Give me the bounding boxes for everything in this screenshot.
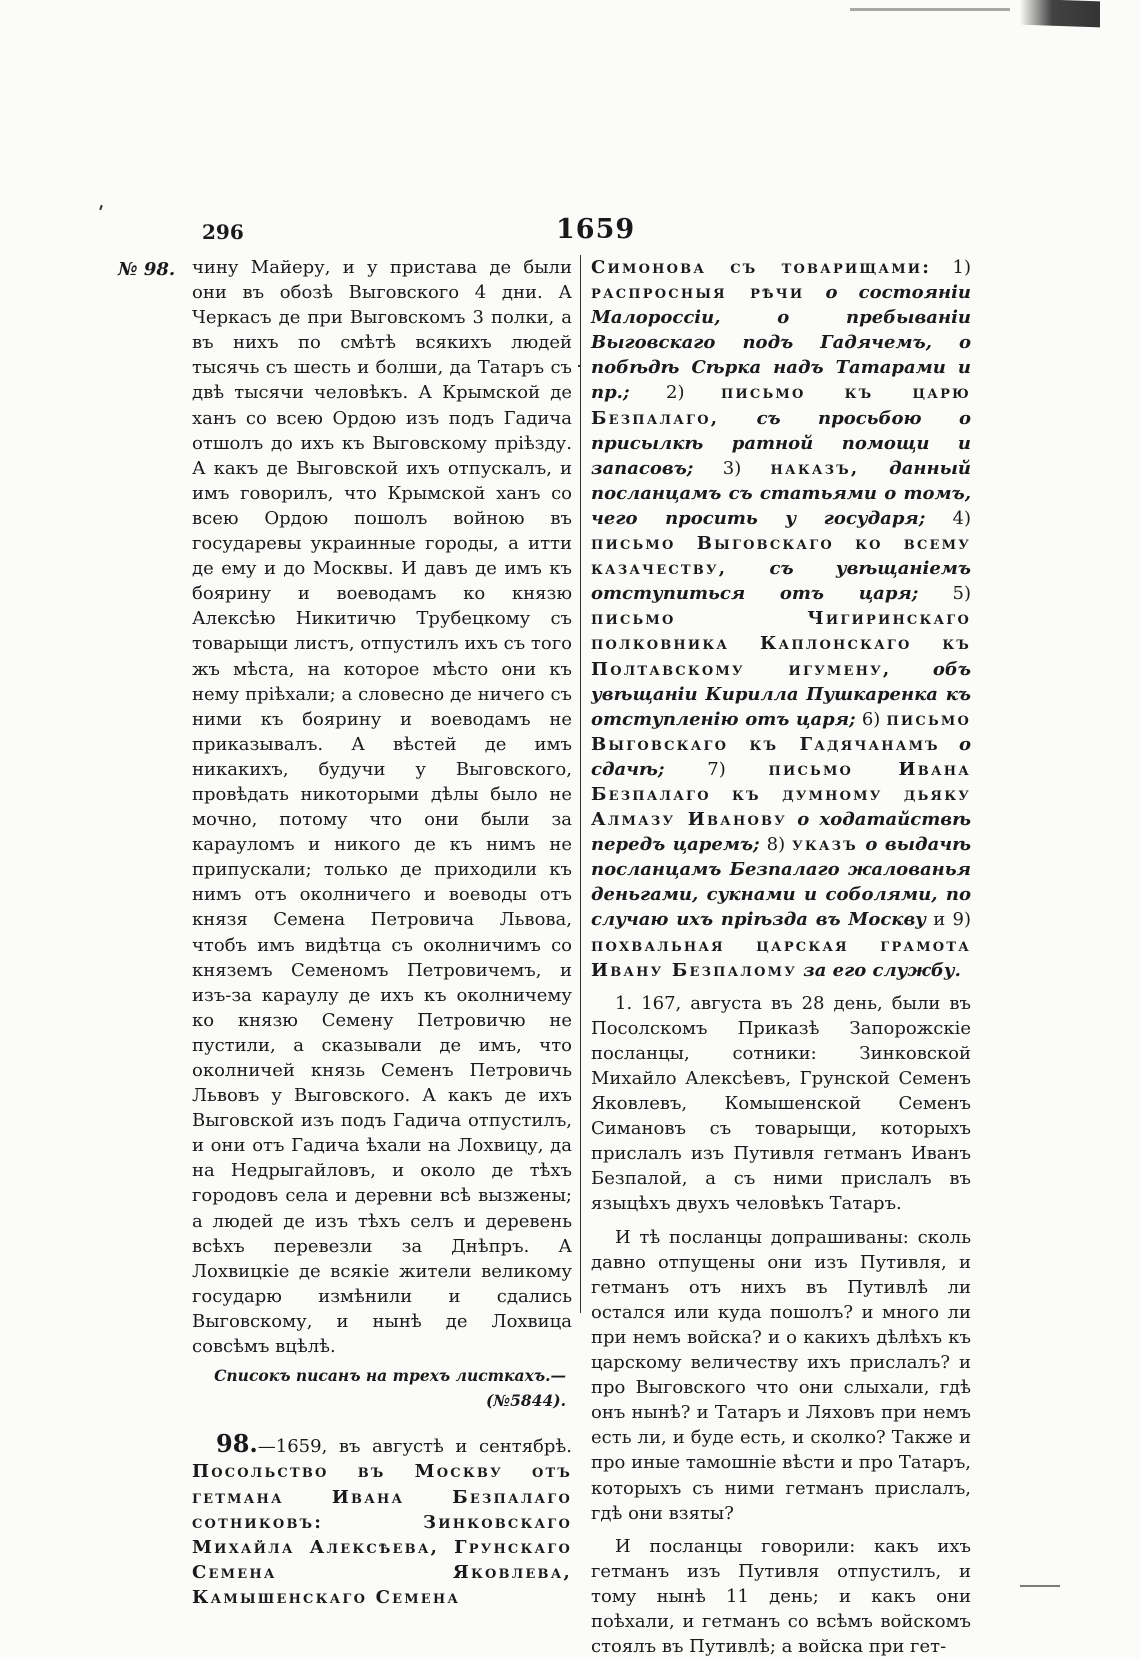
- year-heading: 1659: [556, 214, 636, 245]
- item-description: объ увѣщаніи Кирилла Пушкаренка къ отступленію отъ царя;: [591, 658, 971, 730]
- item-title: письмо Выговскаго къ Гадячанамъ: [591, 708, 972, 755]
- source-note: Списокъ писанъ на трехъ листкахъ.—(№5844).: [214, 1366, 566, 1411]
- left-body-text: чину Майеру, и у пристава де были они въ обозѣ Выговского 4 дни. А Черкасъ де при Выговскомъ 3 полки, а въ нихъ по смѣтѣ всякихъ людей тысячь съ шесть и болши, да Татаръ съ двѣ тысячи человѣкъ. А Крымской де ханъ со всею Ордою изъ подъ Гадича отшолъ до ихъ къ Выговскому пріѣзду. А какъ де Выговской ихъ отпускалъ, и имъ говорилъ, что Крымской ханъ со всею Ордою пошолъ войною въ государевы украинные городы, а итти де ему и до Москвы. И давъ де имъ къ боярину и воеводамъ ко князю Алексѣю Никитичю Трубецкому съ товарыщи листъ, отпустилъ ихъ съ того жъ мѣста, на которое мѣсто они къ нему пріѣхали; а словесно де ничего съ ними къ боярину и воеводамъ не приказывалъ. А вѣстей де имъ никакихъ, будучи у Выговского, провѣдать никоторыми дѣлы было не мочно, потому что они были за карауломъ и никого де къ нимъ не припускали; только де приходили къ нимъ отъ околничего и воеводы отъ князя Семена Петровича Львова, чтобъ имъ видѣтца съ околничимъ со княземъ Семеномъ Петровичемъ, и изъ-за караулу де ихъ къ околничему ко князю Семену Петровичю не пустили, а сказывали де имъ, что околничей князь Семенъ Петровичь Львовъ у Выговского. А какъ де ихъ Выговской изъ подъ Гадича отпустилъ, и они отъ Гадича ѣхали на Лохвицу, да на Недрыгайловъ, и около де тѣхъ городовъ села и деревни всѣ вызжены; а людей де изъ тѣхъ селъ и деревень всѣхъ перевезли за Днѣпръ. А Лохвицкіе де всякіе жители великому государю измѣнили и сдались Выговскому, и нынѣ де Лохвица совсѣмъ вцѣлѣ.: [192, 257, 572, 1358]
- item-number: 8): [759, 834, 793, 856]
- entry-title: Посольство въ Москву отъ гетмана Ивана Безпалаго сотниковъ: Зинковскаго Михайла Алексѣева, Грунскаго Семена Яковлева, Камышенскаго Семена: [192, 1461, 572, 1608]
- item-description: данный посланцамъ съ статьями о томъ, чего просить у государя;: [591, 457, 972, 529]
- entry-date: 1659, въ августѣ и сентябрѣ.: [275, 1436, 572, 1458]
- entry-title-cont: Симонова съ товарищами:: [591, 257, 932, 278]
- item-description: о ходатайствѣ передъ царемъ;: [591, 809, 971, 856]
- item-title: письмо къ царю Безпалаго,: [591, 382, 971, 429]
- item-description: съ просьбою о присылкѣ ратной помощи и запасовъ;: [591, 407, 971, 479]
- entry-heading: [192, 1431, 572, 1610]
- item-title: письмо Ивана Безпалаго къ думному дьяку Алмазу Иванову: [591, 758, 972, 831]
- page-number: 296: [202, 220, 244, 244]
- paragraph: 1. 167, августа въ 28 день, были въ Посолскомъ Приказѣ Запорожскіе посланцы, сотники: Зинковской Михайло Алексѣевъ, Грунской Семенъ Яковлевъ, Комышенской Семенъ Симановъ съ товарыщи, которыхъ прислалъ изъ Путивля гетманъ Иванъ Безпалой, а съ ними прислалъ въ языцѣхъ двухъ человѣкъ Татаръ.: [591, 992, 971, 1215]
- entry-dash: —: [257, 1436, 276, 1458]
- document-contents: [591, 255, 971, 983]
- item-number: 6): [855, 708, 887, 730]
- item-number: 2): [629, 382, 721, 404]
- entry-number: 98.: [216, 1429, 258, 1459]
- item-number: 7): [664, 758, 769, 780]
- item-description: о сдачѣ;: [591, 733, 971, 780]
- marginal-document-number: № 98.: [118, 259, 176, 280]
- item-number: 4): [925, 507, 971, 529]
- item-number: 1): [931, 257, 971, 278]
- item-description: о выдачѣ посланцамъ Безпалаго жалованья деньгами, сукнами и соболями, по случаю ихъ пріѣзда въ Москву: [591, 834, 971, 931]
- item-number: 3): [693, 457, 771, 479]
- item-number: 5): [918, 583, 971, 605]
- scan-artifact: [1020, 1585, 1060, 1587]
- scan-artifact: [1020, 0, 1100, 27]
- item-title: указъ: [792, 834, 858, 856]
- item-number: и 9): [926, 909, 971, 931]
- scan-artifact: [850, 8, 1010, 11]
- item-description: за его службу.: [796, 959, 961, 981]
- item-title: похвальная царская грамота Ивану Безпалому: [591, 934, 971, 981]
- left-column: [192, 255, 572, 1610]
- paragraph: И тѣ посланцы допрашиваны: сколь давно отпущены они изъ Путивля, и гетманъ отъ нихъ въ Путивлѣ ли остался или куда пошолъ? и много ли при немъ войска? и о какихъ дѣлѣхъ къ царскому величеству ихъ прислалъ? и про Выговского что они слыхали, гдѣ онъ нынѣ? и Татаръ и Ляховъ при немъ есть ли, и буде есть, и сколко? Также и про иные тамошніе вѣсти и про Татаръ, которыхъ съ ними гетманъ прислалъ, гдѣ они взяты?: [591, 1226, 971, 1524]
- paragraph: И посланцы говорили: какъ ихъ гетманъ изъ Путивля отпустилъ, и тому нынѣ 11 день; и какъ они поѣхали, и гетманъ со всѣмъ войскомъ стоялъ въ Путивлѣ; а войска при гет-: [591, 1535, 971, 1658]
- item-title: распросныя рѣчи: [591, 282, 805, 304]
- scan-speck: [99, 205, 103, 210]
- column-divider: [580, 255, 581, 1313]
- item-title: письмо Выговскаго ко всему казачеству,: [591, 533, 971, 580]
- item-title: письмо Чигиринскаго полковника Каплонскаго къ Полтавскому игумену,: [591, 608, 971, 680]
- item-title: наказъ,: [770, 457, 860, 479]
- item-description: о состояніи Малороссіи, о пребываніи Выговскаго подъ Гадячемъ, о побѣдѣ Сѣрка надъ Татарами и пр.;: [591, 282, 971, 404]
- item-description: съ увѣщаніемъ отступиться отъ царя;: [591, 558, 971, 605]
- right-column: [591, 255, 971, 1659]
